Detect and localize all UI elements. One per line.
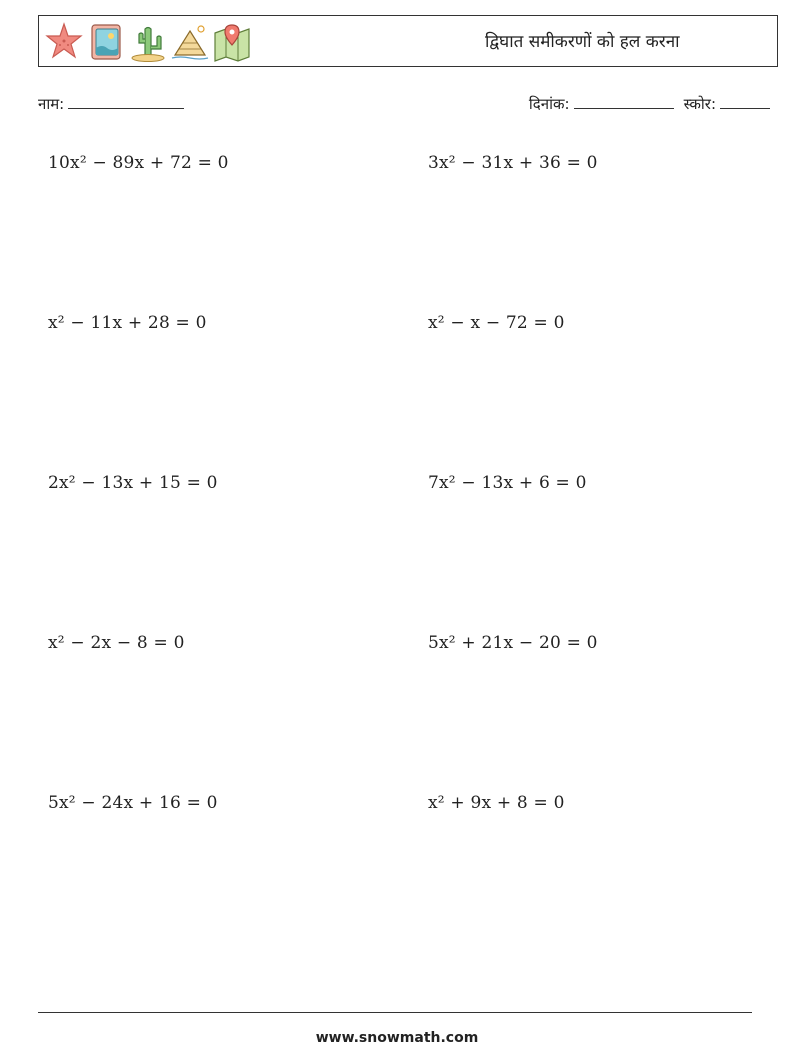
name-field [38,94,184,114]
problem-8: 5x² + 21x − 20 = 0 [428,633,598,653]
date-label: दिनांक: [528,95,570,113]
problem-5: 2x² − 13x + 15 = 0 [48,473,218,493]
pyramid-icon [170,21,210,63]
date-blank[interactable] [574,94,674,109]
score-blank[interactable] [720,94,770,109]
map-pin-icon [212,21,252,63]
name-blank[interactable] [68,94,184,109]
problem-6: 7x² − 13x + 6 = 0 [428,473,587,493]
score-label: स्कोर: [683,95,716,113]
problem-7: x² − 2x − 8 = 0 [48,633,185,653]
header-icons [44,21,252,63]
problem-9: 5x² − 24x + 16 = 0 [48,793,218,813]
worksheet-header [38,15,778,67]
problem-3: x² − 11x + 28 = 0 [48,313,207,333]
date-score-fields [529,94,770,114]
postcard-icon [86,21,126,63]
problem-10: x² + 9x + 8 = 0 [428,793,565,813]
date-field [529,94,674,114]
starfish-icon [44,21,84,63]
name-label: नाम: [38,95,65,113]
footer-url[interactable]: www.snowmath.com [315,1030,479,1046]
footer-divider [38,1012,752,1013]
problem-4: x² − x − 72 = 0 [428,313,565,333]
cactus-icon [128,21,168,63]
score-field [684,94,770,114]
problem-2: 3x² − 31x + 36 = 0 [428,153,598,173]
problem-1: 10x² − 89x + 72 = 0 [48,153,229,173]
worksheet-title: द्विघात समीकरणों को हल करना [485,32,680,52]
